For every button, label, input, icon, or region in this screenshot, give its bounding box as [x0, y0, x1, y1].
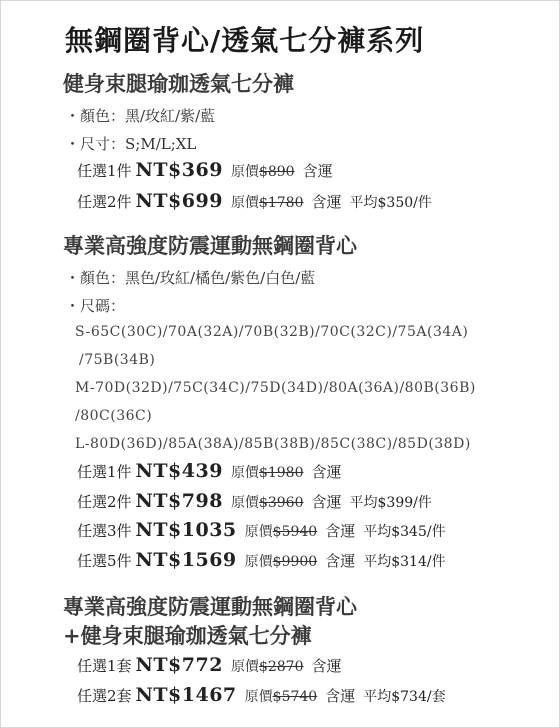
pants-colors: ・顏色：黑/玫紅/紫/藍: [65, 107, 216, 125]
size-line: L-80D(36D)/85A(38A)/85B(38B)/85C(38C)/85D(38D): [75, 436, 471, 452]
pants-sizes: ・尺寸：S;M/L;XL: [65, 135, 197, 153]
sale-price: NT$699: [135, 190, 223, 212]
price-label: 任選1件: [77, 463, 132, 481]
price-label: 任選5件: [77, 552, 132, 570]
price-row: [77, 190, 432, 212]
bra-colors: ・顏色：黑色/玫紅/橘色/紫色/白色/藍: [65, 269, 316, 287]
shipping-included: 含運: [325, 522, 356, 540]
price-row: [77, 490, 432, 512]
section-title-combo-line2: +健身束腿瑜珈透氣七分褲: [63, 623, 312, 648]
shipping-included: 含運: [302, 162, 333, 180]
original-price: 原價$2870: [230, 659, 304, 675]
price-row: [77, 654, 350, 676]
sale-price: NT$439: [135, 460, 223, 482]
price-row: [77, 519, 446, 541]
shipping-included: 含運: [325, 552, 356, 570]
price-row: [77, 549, 446, 571]
shipping-included: 含運: [311, 193, 342, 211]
section-title-bra: 專業高強度防震運動無鋼圈背心: [63, 233, 357, 258]
size-line: M-70D(32D)/75C(34C)/75D(34D)/80A(36A)/80B(36B): [75, 380, 476, 396]
section-title-combo: 專業高強度防震運動無鋼圈背心: [63, 594, 357, 619]
price-label: 任選2件: [77, 493, 132, 511]
price-row: [77, 684, 446, 706]
original-price: 原價$9900: [244, 554, 318, 570]
shipping-included: 含運: [325, 687, 356, 705]
shipping-included: 含運: [311, 463, 342, 481]
size-line: S-65C(30C)/70A(32A)/70B(32B)/70C(32C)/75A(34A): [75, 324, 469, 340]
original-price: 原價$890: [230, 164, 295, 180]
original-price: 原價$1780: [230, 195, 304, 211]
bra-sizes-label: ・尺碼：: [65, 297, 126, 315]
original-price: 原價$5940: [244, 524, 318, 540]
average-price: 平均$314/件: [363, 554, 446, 570]
price-label: 任選2套: [77, 687, 132, 705]
shipping-included: 含運: [311, 657, 342, 675]
original-price: 原價$1980: [230, 465, 304, 481]
original-price: 原價$5740: [244, 689, 318, 705]
price-label: 任選3件: [77, 522, 132, 540]
price-label: 任選2件: [77, 193, 132, 211]
average-price: 平均$399/件: [349, 495, 432, 511]
average-price: 平均$345/件: [363, 524, 446, 540]
original-price: 原價$3960: [230, 495, 304, 511]
average-price: 平均$734/套: [363, 689, 446, 705]
sale-price: NT$1035: [135, 519, 237, 541]
price-label: 任選1套: [77, 657, 132, 675]
price-row: [77, 159, 341, 181]
sale-price: NT$798: [135, 490, 223, 512]
price-row: [77, 460, 350, 482]
sale-price: NT$772: [135, 654, 223, 676]
price-label: 任選1件: [77, 162, 132, 180]
shipping-included: 含運: [311, 493, 342, 511]
sale-price: NT$1569: [135, 549, 237, 571]
average-price: 平均$350/件: [349, 195, 432, 211]
section-title-pants: 健身束腿瑜珈透氣七分褲: [63, 71, 294, 96]
size-line: /75B(34B): [79, 352, 156, 368]
sale-price: NT$1467: [135, 684, 237, 706]
size-line: /80C(36C): [75, 408, 153, 424]
sale-price: NT$369: [135, 159, 223, 181]
page-title: 無鋼圈背心/透氣七分褲系列: [65, 24, 425, 57]
